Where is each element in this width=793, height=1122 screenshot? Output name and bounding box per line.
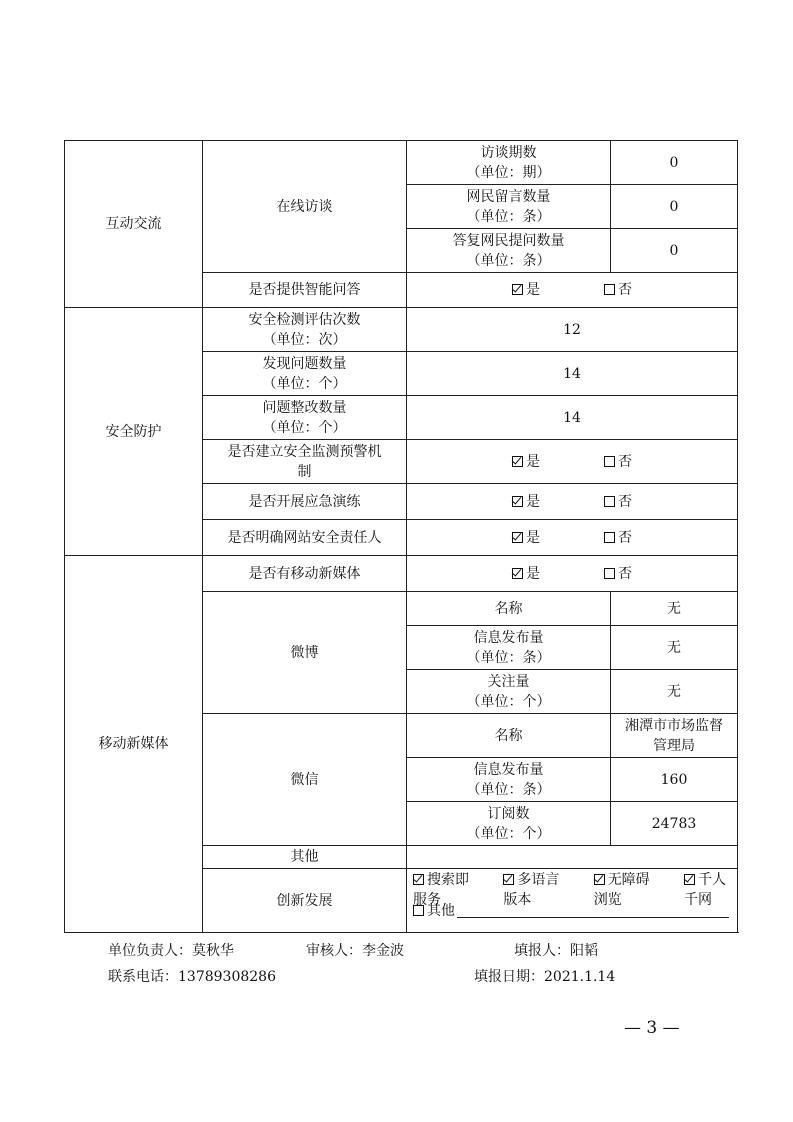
innovation-options bbox=[407, 869, 738, 933]
other-media-value bbox=[407, 846, 738, 869]
weibo-name-label: 名称 bbox=[407, 592, 611, 626]
unit-head: 单位负责人：莫秋华 bbox=[108, 943, 234, 959]
has-media-label: 是否有移动新媒体 bbox=[203, 556, 407, 592]
smart-qa-yes[interactable]: 是 bbox=[512, 280, 540, 300]
drills-label: 是否开展应急演练 bbox=[203, 484, 407, 520]
wechat-posts-label: 信息发布量 （单位：条） bbox=[466, 761, 551, 798]
replies-label: 答复网民提问数量 （单位：条） bbox=[452, 232, 565, 269]
checked-box-icon bbox=[503, 874, 514, 885]
issues-found-label: 发现问题数量 （单位：个） bbox=[262, 355, 347, 392]
innovation-option-personalized[interactable]: 千人千网 bbox=[684, 871, 727, 908]
weibo-followers-label: 关注量 （单位：个） bbox=[466, 673, 551, 710]
empty-box-icon bbox=[604, 532, 615, 543]
innovation-option-accessibility[interactable]: 无障碍浏览 bbox=[593, 871, 650, 908]
drills-yes[interactable]: 是 bbox=[512, 492, 540, 512]
assessments-label: 安全检测评估次数 （单位：次） bbox=[248, 311, 361, 348]
checked-box-icon bbox=[512, 284, 523, 295]
has-media-yes[interactable]: 是 bbox=[512, 564, 540, 584]
issues-found-value: 14 bbox=[407, 352, 738, 396]
checked-box-icon bbox=[413, 874, 424, 885]
section-interaction: 互动交流 bbox=[65, 141, 203, 308]
section-security: 安全防护 bbox=[65, 308, 203, 556]
warning-mechanism-checkbox-group bbox=[407, 440, 738, 484]
page-number: — 3 — bbox=[624, 1018, 680, 1038]
online-interview-label: 在线访谈 bbox=[203, 141, 407, 273]
checked-box-icon bbox=[512, 532, 523, 543]
weibo-posts-value: 无 bbox=[611, 626, 738, 670]
section-new-media: 移动新媒体 bbox=[65, 556, 203, 933]
checked-box-icon bbox=[594, 874, 605, 885]
contact-phone: 联系电话：13789308286 bbox=[108, 969, 276, 985]
filler: 填报人：阳韬 bbox=[514, 943, 598, 959]
fill-date: 填报日期：2021.1.14 bbox=[474, 969, 616, 985]
wechat-subscribers-value: 24783 bbox=[611, 802, 738, 846]
wechat-name-value: 湘潭市市场监督 管理局 bbox=[625, 717, 723, 754]
drills-checkbox-group bbox=[407, 484, 738, 520]
innovation-option-search-service[interactable]: 搜索即服务 bbox=[413, 871, 469, 908]
checked-box-icon bbox=[684, 874, 695, 885]
weibo-name-value: 无 bbox=[611, 592, 738, 626]
checked-box-icon bbox=[512, 456, 523, 467]
weibo-label: 微博 bbox=[203, 592, 407, 714]
responsible-person-label: 是否明确网站安全责任人 bbox=[203, 520, 407, 556]
empty-box-icon bbox=[604, 456, 615, 467]
wechat-posts-value: 160 bbox=[611, 758, 738, 802]
has-media-no[interactable]: 否 bbox=[604, 564, 632, 584]
drills-no[interactable]: 否 bbox=[604, 492, 632, 512]
interview-sessions-label: 访谈期数 （单位：期） bbox=[466, 144, 551, 181]
issues-fixed-label: 问题整改数量 （单位：个） bbox=[262, 399, 347, 436]
responsible-person-no[interactable]: 否 bbox=[604, 528, 632, 548]
warning-mechanism-label: 是否建立安全监测预警机 制 bbox=[227, 443, 382, 480]
has-media-checkbox-group bbox=[407, 556, 738, 592]
reviewer: 审核人：李金波 bbox=[306, 943, 404, 959]
issues-fixed-value: 14 bbox=[407, 396, 738, 440]
smart-qa-no[interactable]: 否 bbox=[604, 280, 632, 300]
section-innovation: 创新发展 bbox=[203, 869, 407, 933]
assessments-value: 12 bbox=[407, 308, 738, 352]
empty-box-icon bbox=[604, 284, 615, 295]
other-media-label: 其他 bbox=[203, 846, 407, 869]
warning-mechanism-yes[interactable]: 是 bbox=[512, 452, 540, 472]
empty-box-icon bbox=[413, 905, 424, 916]
checked-box-icon bbox=[512, 496, 523, 507]
warning-mechanism-no[interactable]: 否 bbox=[604, 452, 632, 472]
empty-box-icon bbox=[604, 568, 615, 579]
innovation-option-multilanguage[interactable]: 多语言版本 bbox=[503, 871, 560, 908]
responsible-person-checkbox-group bbox=[407, 520, 738, 556]
other-fill-line[interactable] bbox=[457, 903, 729, 918]
replies-value: 0 bbox=[611, 229, 738, 273]
empty-box-icon bbox=[604, 496, 615, 507]
wechat-subscribers-label: 订阅数 （单位：个） bbox=[466, 805, 551, 842]
checked-box-icon bbox=[512, 568, 523, 579]
smart-qa-checkbox-group bbox=[407, 273, 738, 308]
report-table bbox=[64, 140, 738, 933]
wechat-label: 微信 bbox=[203, 714, 407, 846]
responsible-person-yes[interactable]: 是 bbox=[512, 528, 540, 548]
messages-value: 0 bbox=[611, 185, 738, 229]
innovation-option-other[interactable]: 其他 bbox=[413, 901, 455, 921]
interview-sessions-value: 0 bbox=[611, 141, 738, 185]
weibo-followers-value: 无 bbox=[611, 670, 738, 714]
weibo-posts-label: 信息发布量 （单位：条） bbox=[466, 629, 551, 666]
messages-label: 网民留言数量 （单位：条） bbox=[466, 188, 551, 225]
smart-qa-label: 是否提供智能问答 bbox=[203, 273, 407, 308]
wechat-name-label: 名称 bbox=[407, 714, 611, 758]
